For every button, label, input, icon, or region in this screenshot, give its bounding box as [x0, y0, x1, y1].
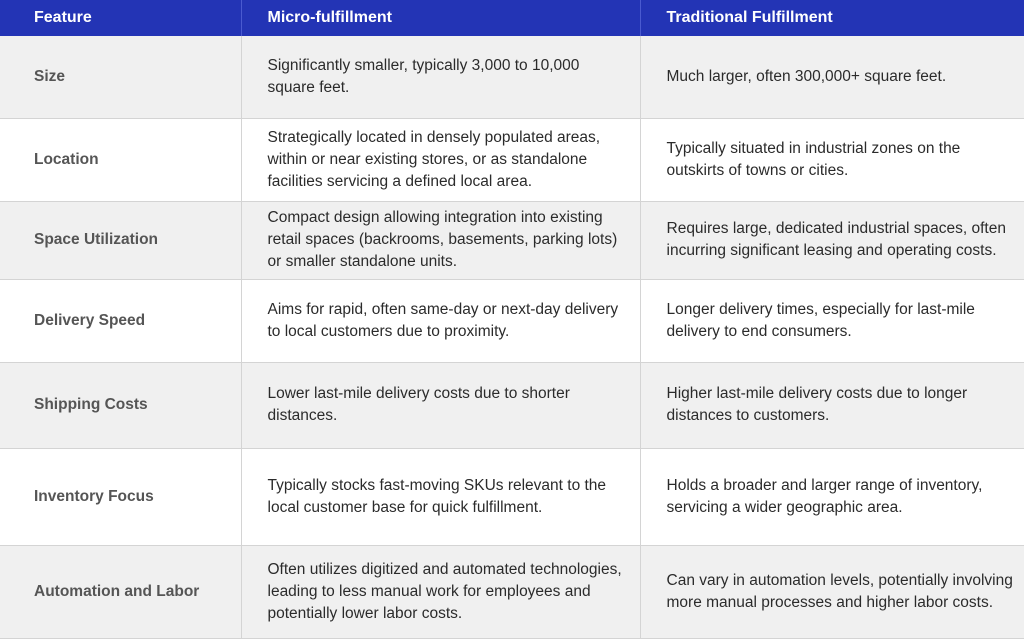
table-row: [0, 545, 1024, 638]
table-row: [0, 448, 1024, 545]
micro-cell: Strategically located in densely populated areas, within or near existing stores, or as standalone facilities servicing a defined local area.: [241, 118, 640, 201]
micro-cell: Significantly smaller, typically 3,000 to 10,000 square feet.: [241, 36, 640, 118]
table-row: [0, 36, 1024, 118]
header-micro-fulfillment: Micro-fulfillment: [241, 0, 640, 36]
feature-cell: Delivery Speed: [0, 279, 241, 362]
traditional-cell: Requires large, dedicated industrial spaces, often incurring significant leasing and operating costs.: [640, 201, 1024, 279]
traditional-cell: Much larger, often 300,000+ square feet.: [640, 36, 1024, 118]
feature-cell: Location: [0, 118, 241, 201]
table-row: [0, 362, 1024, 448]
micro-cell: Typically stocks fast-moving SKUs relevant to the local customer base for quick fulfillment.: [241, 448, 640, 545]
table-row: [0, 279, 1024, 362]
feature-cell: Inventory Focus: [0, 448, 241, 545]
traditional-cell: Holds a broader and larger range of inventory, servicing a wider geographic area.: [640, 448, 1024, 545]
header-traditional-fulfillment: Traditional Fulfillment: [666, 9, 833, 26]
micro-cell: Compact design allowing integration into existing retail spaces (backrooms, basements, parking lots) or smaller standalone units.: [241, 201, 640, 279]
feature-cell: Space Utilization: [0, 201, 241, 279]
micro-cell: Often utilizes digitized and automated technologies, leading to less manual work for employees and potentially lower labor costs.: [241, 545, 640, 638]
table-row: [0, 201, 1024, 279]
micro-cell: Aims for rapid, often same-day or next-day delivery to local customers due to proximity.: [241, 279, 640, 362]
table-row: [0, 118, 1024, 201]
table-header: [0, 0, 1024, 36]
micro-cell: Lower last-mile delivery costs due to shorter distances.: [241, 362, 640, 448]
traditional-cell: Typically situated in industrial zones on the outskirts of towns or cities.: [640, 118, 1024, 201]
feature-cell: Automation and Labor: [0, 545, 241, 638]
table-body: [0, 36, 1024, 638]
feature-cell: Size: [0, 36, 241, 118]
traditional-cell: Can vary in automation levels, potentially involving more manual processes and higher labor costs.: [640, 545, 1024, 638]
traditional-cell: Higher last-mile delivery costs due to longer distances to customers.: [640, 362, 1024, 448]
traditional-cell: Longer delivery times, especially for last-mile delivery to end consumers.: [640, 279, 1024, 362]
feature-cell: Shipping Costs: [0, 362, 241, 448]
header-row: [0, 0, 1024, 36]
header-feature: Feature: [0, 0, 241, 36]
